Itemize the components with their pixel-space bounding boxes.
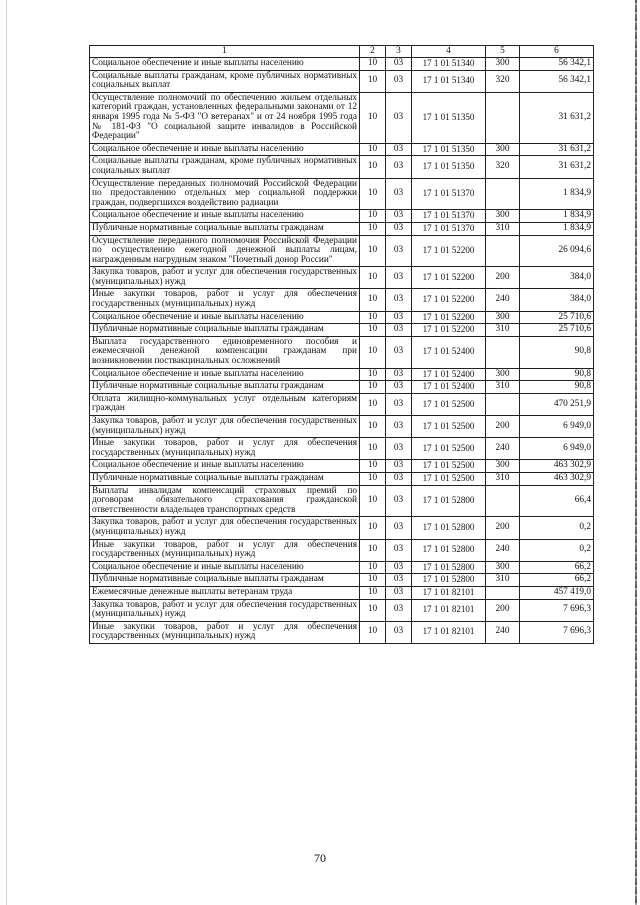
row-amount-cell: 1 834,9 [520,210,594,223]
table-row [90,381,594,394]
table-row [90,472,594,485]
row-target-article-cell: 17 1 01 52500 [412,393,486,415]
row-target-article-cell: 17 1 01 52800 [412,574,486,587]
row-expense-type-cell: 200 [486,599,520,621]
row-name-cell: Закупка товаров, работ и услуг для обеспечения государственных (муниципальных) нужд [90,267,360,289]
table-row [90,336,594,368]
row-amount-cell: 26 094,6 [520,235,594,267]
row-expense-type-cell: 300 [486,58,520,71]
table-row [90,574,594,587]
row-amount-cell: 56 342,1 [520,70,594,92]
row-amount-cell: 56 342,1 [520,58,594,71]
row-amount-cell: 25 710,6 [520,324,594,337]
row-amount-cell: 384,0 [520,267,594,289]
row-subsection-cell: 03 [386,58,412,71]
table-row [90,485,594,517]
row-name-cell: Иные закупки товаров, работ и услуг для обеспечения государственных (муниципальных) нужд [90,438,360,460]
row-amount-cell: 463 302,9 [520,460,594,473]
row-expense-type-cell: 240 [486,621,520,643]
column-header-amount: 6 [520,46,594,58]
row-expense-type-cell: 200 [486,517,520,539]
row-section-cell: 10 [360,222,386,235]
row-expense-type-cell: 300 [486,210,520,223]
row-target-article-cell: 17 1 01 51370 [412,222,486,235]
row-name-cell: Социальное обеспечение и иные выплаты населению [90,143,360,156]
row-subsection-cell: 03 [386,574,412,587]
table-row [90,393,594,415]
row-section-cell: 10 [360,143,386,156]
row-amount-cell: 90,8 [520,381,594,394]
row-subsection-cell: 03 [386,460,412,473]
row-expense-type-cell: 320 [486,156,520,178]
table-row [90,210,594,223]
row-subsection-cell: 03 [386,621,412,643]
row-expense-type-cell [486,178,520,210]
page-left-edge [6,0,7,905]
table-row [90,178,594,210]
row-expense-type-cell [486,92,520,143]
row-section-cell: 10 [360,485,386,517]
row-expense-type-cell [486,586,520,599]
row-expense-type-cell: 200 [486,416,520,438]
row-amount-cell: 7 696,3 [520,621,594,643]
row-target-article-cell: 17 1 01 51340 [412,58,486,71]
row-amount-cell: 66,2 [520,561,594,574]
row-section-cell: 10 [360,58,386,71]
row-target-article-cell: 17 1 01 52800 [412,485,486,517]
row-expense-type-cell: 310 [486,324,520,337]
row-section-cell: 10 [360,92,386,143]
table-row [90,621,594,643]
row-amount-cell: 457 419,0 [520,586,594,599]
row-name-cell: Осуществление полномочий по обеспечению жильем отдельных категорий граждан, установленных федеральными законами от 12 января 1995 года № 5-ФЗ "О ветеранах" и от 24 ноября 1995 года № 181-ФЗ "О социальной защите инвалидов в Российской Федерации" [90,92,360,143]
row-target-article-cell: 17 1 01 52400 [412,368,486,381]
page-number: 70 [314,851,326,865]
column-header-name: 1 [90,46,360,58]
row-subsection-cell: 03 [386,70,412,92]
table-row [90,438,594,460]
row-subsection-cell: 03 [386,336,412,368]
row-name-cell: Социальные выплаты гражданам, кроме публичных нормативных социальных выплат [90,156,360,178]
row-target-article-cell: 17 1 01 52200 [412,324,486,337]
row-subsection-cell: 03 [386,324,412,337]
column-header-target-article: 4 [412,46,486,58]
row-name-cell: Иные закупки товаров, работ и услуг для обеспечения государственных (муниципальных) нужд [90,621,360,643]
row-target-article-cell: 17 1 01 52400 [412,336,486,368]
row-expense-type-cell: 300 [486,561,520,574]
row-subsection-cell: 03 [386,143,412,156]
row-subsection-cell: 03 [386,438,412,460]
row-name-cell: Социальные выплаты гражданам, кроме публичных нормативных социальных выплат [90,70,360,92]
row-section-cell: 10 [360,586,386,599]
row-target-article-cell: 17 1 01 82101 [412,599,486,621]
row-amount-cell: 0,2 [520,539,594,561]
row-name-cell: Осуществление переданных полномочий Российской Федерации по предоставлению отдельных мер социальной поддержки граждан, подвергшихся воздействию радиации [90,178,360,210]
row-name-cell: Публичные нормативные социальные выплаты гражданам [90,381,360,394]
table-row [90,267,594,289]
row-name-cell: Выплата государственного единовременного пособия и ежемесячной денежной компенсации гражданам при возникновении поствакцинальных осложнений [90,336,360,368]
row-expense-type-cell: 200 [486,267,520,289]
row-target-article-cell: 17 1 01 52500 [412,460,486,473]
table-row [90,416,594,438]
row-amount-cell: 90,8 [520,336,594,368]
row-name-cell: Социальное обеспечение и иные выплаты населению [90,58,360,71]
row-target-article-cell: 17 1 01 52500 [412,472,486,485]
row-section-cell: 10 [360,289,386,311]
row-amount-cell: 0,2 [520,517,594,539]
table-row [90,156,594,178]
column-header-expense-type: 5 [486,46,520,58]
row-name-cell: Оплата жилищно-коммунальных услуг отдельным категориям граждан [90,393,360,415]
row-amount-cell: 31 631,2 [520,92,594,143]
row-subsection-cell: 03 [386,156,412,178]
row-amount-cell: 66,2 [520,574,594,587]
row-subsection-cell: 03 [386,393,412,415]
table-row [90,599,594,621]
row-expense-type-cell: 310 [486,472,520,485]
row-subsection-cell: 03 [386,92,412,143]
page-right-edge [635,0,637,905]
row-target-article-cell: 17 1 01 51370 [412,178,486,210]
row-target-article-cell: 17 1 01 52800 [412,561,486,574]
row-amount-cell: 1 834,9 [520,222,594,235]
row-name-cell: Социальное обеспечение и иные выплаты населению [90,561,360,574]
row-target-article-cell: 17 1 01 52400 [412,381,486,394]
row-amount-cell: 6 949,0 [520,416,594,438]
row-name-cell: Осуществление переданного полномочия Российской Федерации по осуществлению ежегодной денежной выплаты лицам, награжденным нагрудным знаком "Почетный донор России" [90,235,360,267]
row-name-cell: Иные закупки товаров, работ и услуг для обеспечения государственных (муниципальных) нужд [90,539,360,561]
row-amount-cell: 90,8 [520,368,594,381]
row-expense-type-cell: 300 [486,311,520,324]
row-section-cell: 10 [360,324,386,337]
row-amount-cell: 463 302,9 [520,472,594,485]
row-expense-type-cell: 240 [486,438,520,460]
row-section-cell: 10 [360,517,386,539]
table-row [90,92,594,143]
row-name-cell: Социальное обеспечение и иные выплаты населению [90,460,360,473]
row-expense-type-cell [486,485,520,517]
row-target-article-cell: 17 1 01 51350 [412,156,486,178]
row-target-article-cell: 17 1 01 52800 [412,539,486,561]
row-section-cell: 10 [360,178,386,210]
table-row [90,70,594,92]
column-header-subsection: 3 [386,46,412,58]
row-section-cell: 10 [360,70,386,92]
row-amount-cell: 470 251,9 [520,393,594,415]
row-name-cell: Закупка товаров, работ и услуг для обеспечения государственных (муниципальных) нужд [90,416,360,438]
table-row [90,143,594,156]
row-target-article-cell: 17 1 01 82101 [412,586,486,599]
row-amount-cell: 384,0 [520,289,594,311]
table-row [90,235,594,267]
table-row [90,586,594,599]
row-name-cell: Социальное обеспечение и иные выплаты населению [90,311,360,324]
row-subsection-cell: 03 [386,517,412,539]
column-header-section: 2 [360,46,386,58]
row-target-article-cell: 17 1 01 51350 [412,92,486,143]
row-subsection-cell: 03 [386,416,412,438]
table-row [90,460,594,473]
row-subsection-cell: 03 [386,368,412,381]
table-body [90,58,594,644]
row-name-cell: Иные закупки товаров, работ и услуг для обеспечения государственных (муниципальных) нужд [90,289,360,311]
row-section-cell: 10 [360,599,386,621]
row-target-article-cell: 17 1 01 52500 [412,438,486,460]
row-target-article-cell: 17 1 01 52200 [412,267,486,289]
row-name-cell: Публичные нормативные социальные выплаты гражданам [90,222,360,235]
table-row [90,289,594,311]
row-target-article-cell: 17 1 01 52500 [412,416,486,438]
row-expense-type-cell: 300 [486,143,520,156]
row-section-cell: 10 [360,539,386,561]
row-section-cell: 10 [360,574,386,587]
row-subsection-cell: 03 [386,178,412,210]
row-section-cell: 10 [360,416,386,438]
row-subsection-cell: 03 [386,222,412,235]
row-expense-type-cell: 300 [486,460,520,473]
row-subsection-cell: 03 [386,599,412,621]
row-subsection-cell: 03 [386,561,412,574]
row-subsection-cell: 03 [386,381,412,394]
row-target-article-cell: 17 1 01 82101 [412,621,486,643]
row-name-cell: Публичные нормативные социальные выплаты гражданам [90,324,360,337]
row-name-cell: Закупка товаров, работ и услуг для обеспечения государственных (муниципальных) нужд [90,599,360,621]
row-target-article-cell: 17 1 01 52200 [412,235,486,267]
table-row [90,368,594,381]
table-header-row [90,46,594,58]
table-row [90,58,594,71]
row-expense-type-cell [486,235,520,267]
row-target-article-cell: 17 1 01 52800 [412,517,486,539]
row-amount-cell: 31 631,2 [520,156,594,178]
row-name-cell: Выплаты инвалидам компенсаций страховых премий по договорам обязательного страхования гражданской ответственности владельцев транспортных средств [90,485,360,517]
table-row [90,561,594,574]
row-section-cell: 10 [360,235,386,267]
row-section-cell: 10 [360,393,386,415]
row-section-cell: 10 [360,621,386,643]
table-row [90,517,594,539]
budget-table [89,45,594,644]
row-name-cell: Ежемесячные денежные выплаты ветеранам труда [90,586,360,599]
row-target-article-cell: 17 1 01 52200 [412,311,486,324]
row-section-cell: 10 [360,460,386,473]
row-expense-type-cell [486,393,520,415]
row-section-cell: 10 [360,210,386,223]
table-row [90,324,594,337]
row-section-cell: 10 [360,381,386,394]
row-subsection-cell: 03 [386,311,412,324]
row-amount-cell: 31 631,2 [520,143,594,156]
row-subsection-cell: 03 [386,586,412,599]
row-section-cell: 10 [360,438,386,460]
row-amount-cell: 25 710,6 [520,311,594,324]
row-subsection-cell: 03 [386,235,412,267]
row-section-cell: 10 [360,311,386,324]
row-subsection-cell: 03 [386,472,412,485]
table-row [90,311,594,324]
row-expense-type-cell: 310 [486,574,520,587]
row-name-cell: Закупка товаров, работ и услуг для обеспечения государственных (муниципальных) нужд [90,517,360,539]
table-row [90,539,594,561]
row-target-article-cell: 17 1 01 51370 [412,210,486,223]
row-subsection-cell: 03 [386,210,412,223]
row-amount-cell: 66,4 [520,485,594,517]
row-amount-cell: 1 834,9 [520,178,594,210]
row-expense-type-cell: 310 [486,381,520,394]
row-subsection-cell: 03 [386,289,412,311]
row-expense-type-cell: 240 [486,539,520,561]
row-subsection-cell: 03 [386,485,412,517]
table-row [90,222,594,235]
row-section-cell: 10 [360,156,386,178]
row-section-cell: 10 [360,336,386,368]
row-subsection-cell: 03 [386,539,412,561]
row-section-cell: 10 [360,472,386,485]
row-expense-type-cell [486,336,520,368]
row-amount-cell: 7 696,3 [520,599,594,621]
row-name-cell: Публичные нормативные социальные выплаты гражданам [90,472,360,485]
row-target-article-cell: 17 1 01 51350 [412,143,486,156]
row-expense-type-cell: 300 [486,368,520,381]
row-section-cell: 10 [360,561,386,574]
row-target-article-cell: 17 1 01 52200 [412,289,486,311]
row-name-cell: Публичные нормативные социальные выплаты гражданам [90,574,360,587]
row-expense-type-cell: 310 [486,222,520,235]
row-section-cell: 10 [360,368,386,381]
row-name-cell: Социальное обеспечение и иные выплаты населению [90,210,360,223]
row-expense-type-cell: 240 [486,289,520,311]
row-expense-type-cell: 320 [486,70,520,92]
row-name-cell: Социальное обеспечение и иные выплаты населению [90,368,360,381]
row-target-article-cell: 17 1 01 51340 [412,70,486,92]
row-subsection-cell: 03 [386,267,412,289]
row-section-cell: 10 [360,267,386,289]
row-amount-cell: 6 949,0 [520,438,594,460]
